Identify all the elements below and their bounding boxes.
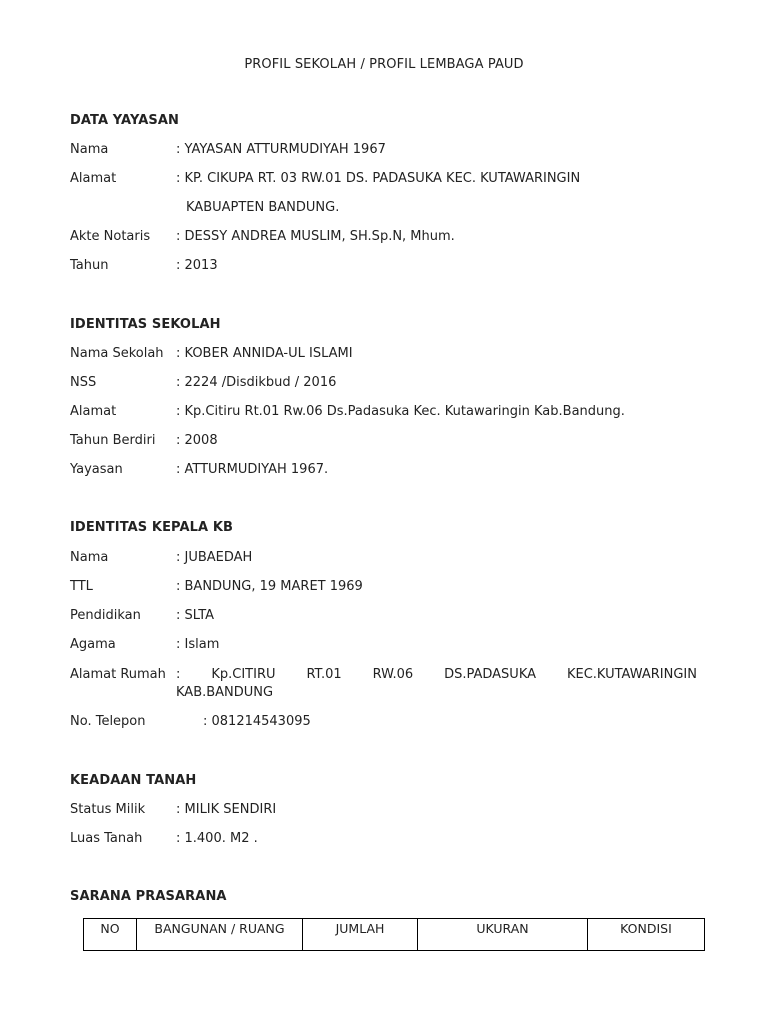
field-label: No. Telepon	[70, 714, 146, 729]
field-label: Akte Notaris	[70, 229, 151, 244]
field-label: Alamat Rumah	[70, 667, 166, 682]
column-header-no: NO	[84, 919, 137, 951]
field-label: Nama	[70, 550, 109, 565]
field-value: : KP. CIKUPA RT. 03 RW.01 DS. PADASUKA KEC. KUTAWARINGIN	[176, 171, 581, 186]
column-header-bangunan: BANGUNAN / RUANG	[137, 919, 303, 951]
alamat-word: Kp.CITIRU	[211, 667, 276, 682]
field-value: : YAYASAN ATTURMUDIYAH 1967	[176, 142, 386, 157]
alamat-word: :	[176, 667, 181, 682]
alamat-word: DS.PADASUKA	[444, 667, 537, 682]
field-label: TTL	[70, 579, 93, 594]
field-label: Agama	[70, 637, 116, 652]
field-label: Nama	[70, 142, 109, 157]
section-sarana-prasarana: SARANA PRASARANA	[70, 889, 227, 904]
field-label: Yayasan	[70, 462, 123, 477]
alamat-word: RT.01	[306, 667, 342, 682]
field-value: : 081214543095	[203, 714, 311, 729]
field-value: : 2224 /Disdikbud / 2016	[176, 375, 337, 390]
field-label: Nama Sekolah	[70, 346, 164, 361]
field-kepala-alamat-continuation: KAB.BANDUNG	[176, 685, 274, 700]
field-label: Alamat	[70, 404, 117, 419]
field-label: Alamat	[70, 171, 117, 186]
field-value: : JUBAEDAH	[176, 550, 253, 565]
field-yayasan-alamat-continuation: KABUAPTEN BANDUNG.	[186, 200, 340, 215]
field-label: Status Milik	[70, 802, 146, 817]
field-label: Luas Tanah	[70, 831, 143, 846]
field-value: : 2008	[176, 433, 218, 448]
field-value: : ATTURMUDIYAH 1967.	[176, 462, 329, 477]
section-data-yayasan: DATA YAYASAN	[70, 113, 180, 128]
field-value: : Kp.Citiru Rt.01 Rw.06 Ds.Padasuka Kec. Kutawaringin Kab.Bandung.	[176, 404, 625, 419]
field-value: : 2013	[176, 258, 218, 273]
field-label: Pendidikan	[70, 608, 141, 623]
column-header-ukuran: UKURAN	[418, 919, 588, 951]
section-keadaan-tanah: KEADAAN TANAH	[70, 773, 197, 788]
field-label: Tahun	[70, 258, 109, 273]
table-header-row	[84, 919, 705, 951]
column-header-jumlah: JUMLAH	[303, 919, 418, 951]
column-header-kondisi: KONDISI	[588, 919, 705, 951]
section-identitas-sekolah: IDENTITAS SEKOLAH	[70, 317, 221, 332]
field-value: : MILIK SENDIRI	[176, 802, 277, 817]
field-label: Tahun Berdiri	[70, 433, 156, 448]
field-value: : Islam	[176, 637, 220, 652]
sarana-table	[83, 918, 705, 951]
field-kepala-alamat-value	[176, 667, 697, 682]
field-value: : KOBER ANNIDA-UL ISLAMI	[176, 346, 353, 361]
document-title: PROFIL SEKOLAH / PROFIL LEMBAGA PAUD	[244, 57, 524, 72]
field-label: NSS	[70, 375, 97, 390]
alamat-word: RW.06	[372, 667, 414, 682]
field-value: : 1.400. M2 .	[176, 831, 258, 846]
alamat-word: KEC.KUTAWARINGIN	[566, 667, 697, 682]
field-value: : SLTA	[176, 608, 215, 623]
field-value: : BANDUNG, 19 MARET 1969	[176, 579, 363, 594]
section-identitas-kepala: IDENTITAS KEPALA KB	[70, 520, 234, 535]
field-value: : DESSY ANDREA MUSLIM, SH.Sp.N, Mhum.	[176, 229, 455, 244]
